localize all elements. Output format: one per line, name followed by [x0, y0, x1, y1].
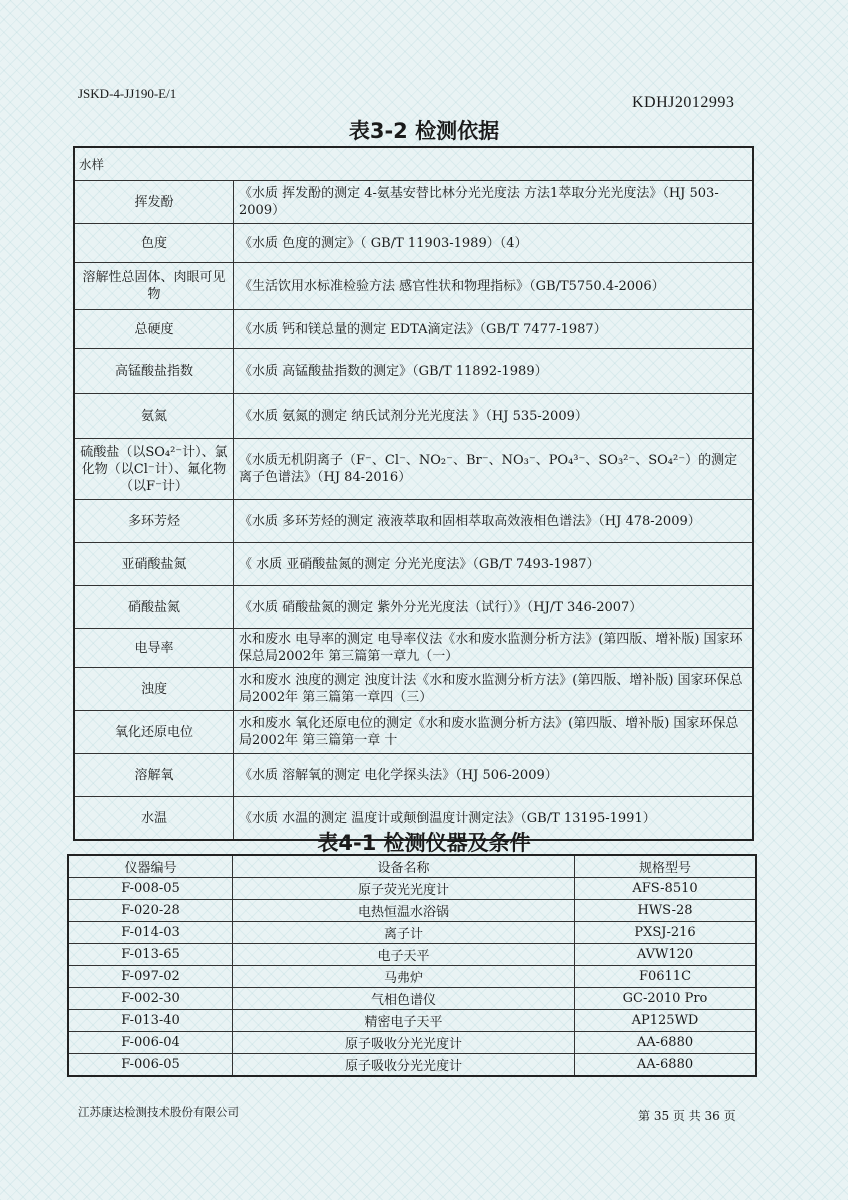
company-name: 江苏康达检测技术股份有限公司	[78, 1105, 239, 1119]
row-method: 《生活饮用水标准检验方法 感官性状和物理指标》（GB/T5750.4-2006）	[234, 263, 754, 310]
table-row	[68, 1054, 756, 1077]
table-row	[74, 310, 753, 349]
table-row	[68, 1010, 756, 1032]
instrument-model: GC-2010 Pro	[575, 988, 757, 1010]
instrument-model: AFS-8510	[575, 878, 757, 900]
row-item: 亚硝酸盐氮	[74, 543, 234, 586]
instrument-id: F-013-40	[68, 1010, 233, 1032]
table-row	[74, 394, 753, 439]
row-item: 硝酸盐氮	[74, 586, 234, 629]
row-item: 溶解性总固体、肉眼可见物	[74, 263, 234, 310]
row-item: 挥发酚	[74, 181, 234, 224]
row-method: 《水质 色度的测定》（ GB/T 11903-1989）（4）	[234, 224, 754, 263]
row-item: 氨氮	[74, 394, 234, 439]
table-row	[74, 349, 753, 394]
instrument-model: HWS-28	[575, 900, 757, 922]
table-row	[74, 439, 753, 500]
col-header-model: 规格型号	[575, 855, 757, 878]
row-method: 《水质 高锰酸盐指数的测定》（GB/T 11892-1989）	[234, 349, 754, 394]
row-item: 总硬度	[74, 310, 234, 349]
table-row	[68, 922, 756, 944]
report-code-right: KDHJ2012993	[632, 94, 735, 111]
row-method: 《水质 挥发酚的测定 4-氨基安替比林分光光度法 方法1萃取分光光度法》（HJ 503-2009）	[234, 181, 754, 224]
instrument-id: F-020-28	[68, 900, 233, 922]
row-method: 《水质 氨氮的测定 纳氏试剂分光光度法 》（HJ 535-2009）	[234, 394, 754, 439]
table-row	[74, 181, 753, 224]
table-row	[68, 900, 756, 922]
instrument-name: 气相色谱仪	[233, 988, 575, 1010]
instrument-model: AA-6880	[575, 1032, 757, 1054]
table-row	[74, 543, 753, 586]
table41-title: 表4-1 检测仪器及条件	[317, 831, 531, 855]
row-method: 《水质 多环芳烃的测定 液液萃取和固相萃取高效液相色谱法》（HJ 478-2009）	[234, 500, 754, 543]
page-number: 第 35 页 共 36 页	[638, 1109, 736, 1123]
instrument-model: PXSJ-216	[575, 922, 757, 944]
instrument-name: 原子荧光光度计	[233, 878, 575, 900]
row-item: 溶解氧	[74, 754, 234, 797]
instrument-model: AP125WD	[575, 1010, 757, 1032]
instrument-table	[67, 854, 757, 1077]
detection-basis-table	[73, 146, 754, 841]
row-method: 水和废水 浊度的测定 浊度计法《水和废水监测分析方法》(第四版、增补版) 国家环保总局2002年 第三篇第一章四（三）	[234, 668, 754, 711]
instrument-id: F-002-30	[68, 988, 233, 1010]
instrument-name: 电子天平	[233, 944, 575, 966]
table-row	[68, 944, 756, 966]
col-header-name: 设备名称	[233, 855, 575, 878]
row-item: 浊度	[74, 668, 234, 711]
row-item: 氧化还原电位	[74, 711, 234, 754]
instrument-id: F-014-03	[68, 922, 233, 944]
instrument-id: F-008-05	[68, 878, 233, 900]
instrument-name: 原子吸收分光光度计	[233, 1054, 575, 1077]
instrument-model: AVW120	[575, 944, 757, 966]
col-header-id: 仪器编号	[68, 855, 233, 878]
table-row	[74, 629, 753, 668]
table-row	[74, 224, 753, 263]
table-row	[74, 668, 753, 711]
row-method: 《水质无机阴离子（F⁻、Cl⁻、NO₂⁻、Br⁻、NO₃⁻、PO₄³⁻、SO₃²⁻、SO₄²⁻）的测定 离子色谱法》（HJ 84-2016）	[234, 439, 754, 500]
instrument-id: F-013-65	[68, 944, 233, 966]
row-method: 《水质 硝酸盐氮的测定 紫外分光光度法（试行）》（HJ/T 346-2007）	[234, 586, 754, 629]
instrument-id: F-006-05	[68, 1054, 233, 1077]
section-row	[74, 147, 753, 181]
row-method: 《水质 钙和镁总量的测定 EDTA滴定法》（GB/T 7477-1987）	[234, 310, 754, 349]
row-item: 硫酸盐（以SO₄²⁻计）、氯化物（以Cl⁻计）、氟化物（以F⁻计）	[74, 439, 234, 500]
table-row	[74, 711, 753, 754]
instrument-model: F0611C	[575, 966, 757, 988]
row-item: 高锰酸盐指数	[74, 349, 234, 394]
table-row	[74, 754, 753, 797]
row-item: 电导率	[74, 629, 234, 668]
instrument-name: 精密电子天平	[233, 1010, 575, 1032]
row-method: 水和废水 氧化还原电位的测定《水和废水监测分析方法》(第四版、增补版) 国家环保总局2002年 第三篇第一章 十	[234, 711, 754, 754]
instrument-id: F-097-02	[68, 966, 233, 988]
row-method: 水和废水 电导率的测定 电导率仪法《水和废水监测分析方法》(第四版、增补版) 国家环保总局2002年 第三篇第一章九（一）	[234, 629, 754, 668]
row-item: 多环芳烃	[74, 500, 234, 543]
instrument-id: F-006-04	[68, 1032, 233, 1054]
table-row	[74, 263, 753, 310]
table-row	[68, 966, 756, 988]
table-row	[68, 988, 756, 1010]
table-row	[74, 586, 753, 629]
row-item: 水温	[74, 797, 234, 841]
table-row	[68, 878, 756, 900]
row-item: 色度	[74, 224, 234, 263]
table32-title: 表3-2 检测依据	[348, 119, 500, 143]
instrument-name: 原子吸收分光光度计	[233, 1032, 575, 1054]
table-row	[74, 500, 753, 543]
header-row	[68, 855, 756, 878]
instrument-model: AA-6880	[575, 1054, 757, 1077]
row-method: 《水质 水温的测定 温度计或颠倒温度计测定法》（GB/T 13195-1991）	[234, 797, 754, 841]
row-method: 《 水质 亚硝酸盐氮的测定 分光光度法》（GB/T 7493-1987）	[234, 543, 754, 586]
section-label: 水样	[74, 147, 753, 181]
instrument-name: 电热恒温水浴锅	[233, 900, 575, 922]
report-code-left: JSKD-4-JJ190-E/1	[78, 86, 177, 101]
instrument-name: 离子计	[233, 922, 575, 944]
instrument-name: 马弗炉	[233, 966, 575, 988]
row-method: 《水质 溶解氧的测定 电化学探头法》（HJ 506-2009）	[234, 754, 754, 797]
table-row	[68, 1032, 756, 1054]
